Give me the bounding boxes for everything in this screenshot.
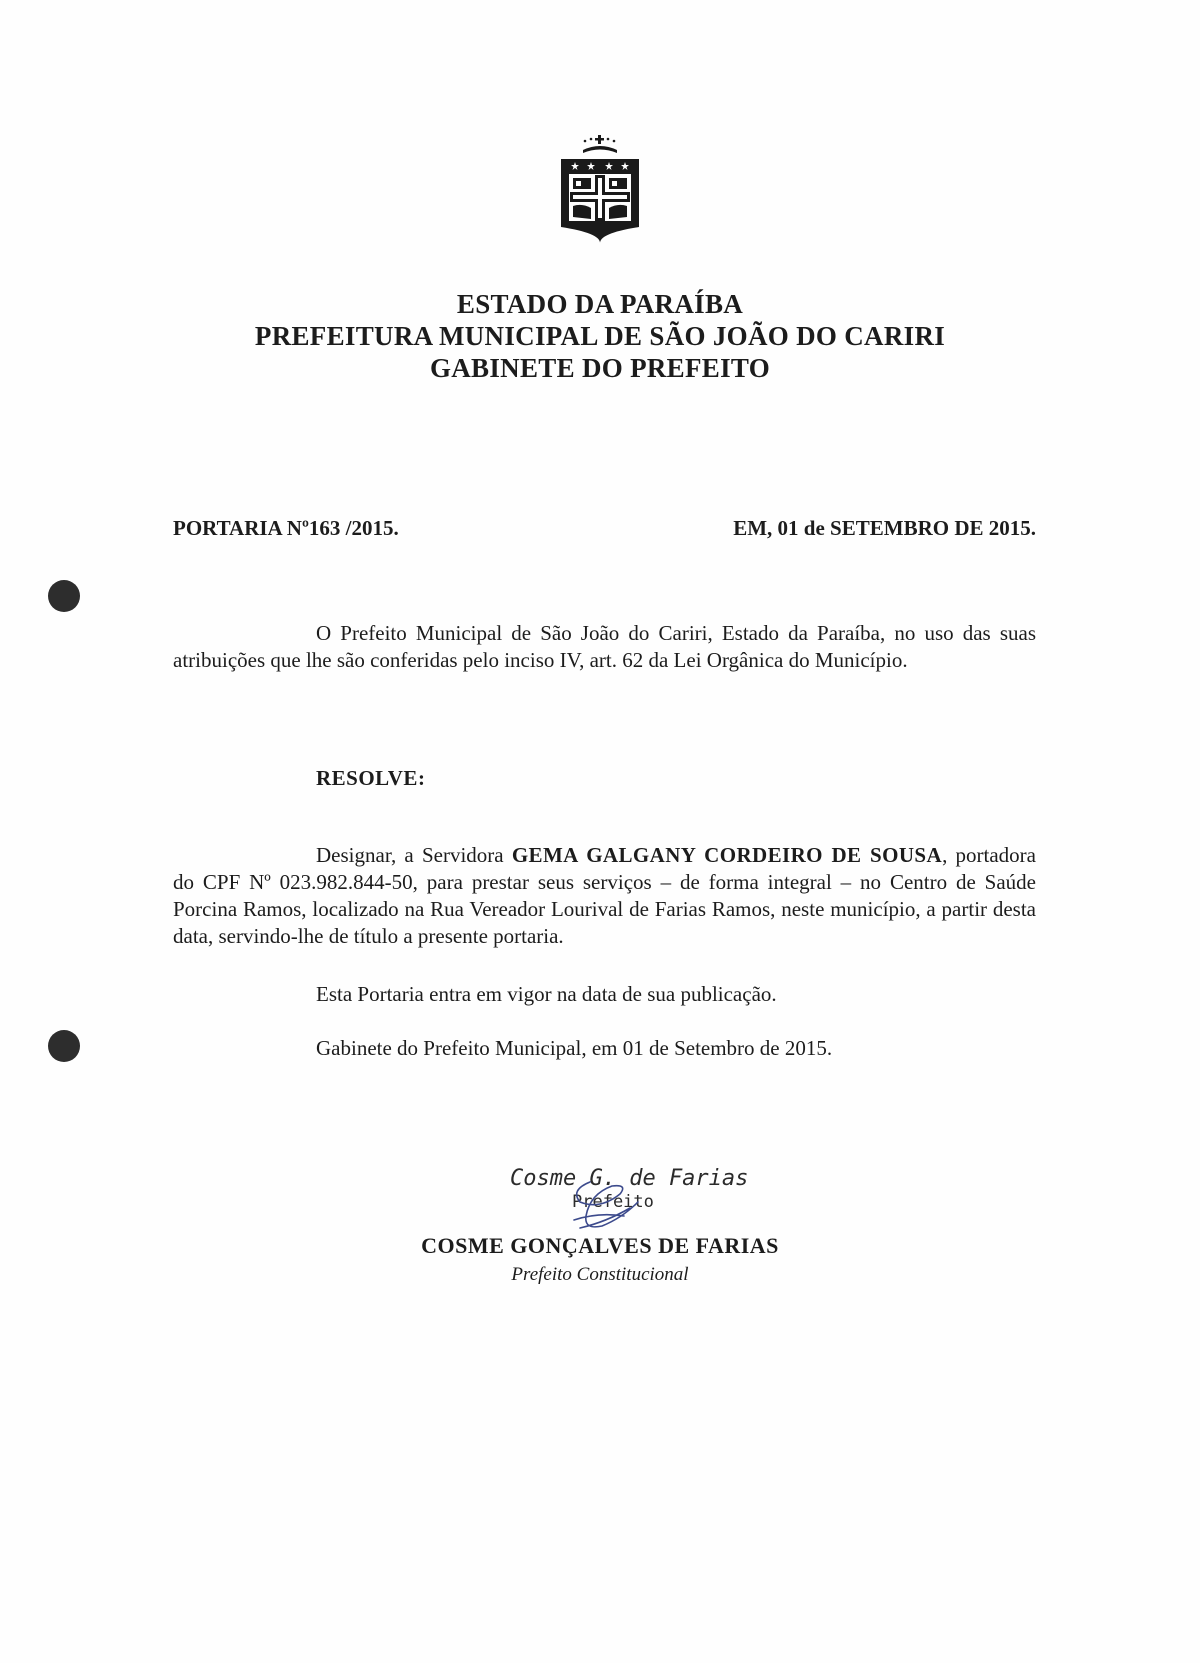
closing-statement: Gabinete do Prefeito Municipal, em 01 de Setembro de 2015. — [316, 1036, 833, 1060]
mayor-title: Prefeito Constitucional — [511, 1264, 689, 1285]
punch-hole — [48, 1030, 80, 1062]
effective-statement: Esta Portaria entra em vigor na data de sua publicação. — [316, 982, 777, 1006]
designation-paragraph — [173, 842, 1036, 950]
ordinance-number: PORTARIA Nº163 /2015. — [173, 516, 399, 540]
mayor-name: COSME GONÇALVES DE FARIAS — [421, 1233, 779, 1258]
state-title: ESTADO DA PARAÍBA — [456, 289, 744, 319]
document-header — [0, 288, 1200, 384]
punch-hole — [48, 580, 80, 612]
stamp-role: Prefeito — [572, 1192, 654, 1212]
employee-name: GEMA GALGANY CORDEIRO DE SOUSA — [511, 843, 943, 867]
handwritten-signature-icon — [550, 1172, 660, 1242]
stamp-name: Cosme G. de Farias — [510, 1166, 749, 1191]
designation-detail: , portadora do CPF Nº 023.982.844-50, para prestar seus serviços – de forma integral – no Centro de Saúde Porcina Ramos, localizado na Rua Vereador Lourival de Farias Ramos, neste município, a partir desta data, servindo-lhe de título a presente portaria. — [173, 843, 1036, 948]
signature-block — [380, 1166, 820, 1286]
office-title: GABINETE DO PREFEITO — [429, 353, 771, 383]
intro-paragraph: O Prefeito Municipal de São João do Cariri, Estado da Paraíba, no uso das suas atribuições que lhe são conferidas pelo inciso IV, art. 62 da Lei Orgânica do Município. — [173, 621, 1036, 672]
resolve-heading: RESOLVE: — [316, 766, 426, 790]
ordinance-date: EM, 01 de SETEMBRO DE 2015. — [733, 516, 1036, 540]
municipal-coat-of-arms-icon — [555, 133, 645, 248]
designation-lead: Designar, a Servidora — [316, 843, 512, 867]
municipality-title: PREFEITURA MUNICIPAL DE SÃO JOÃO DO CARIRI — [254, 321, 946, 351]
